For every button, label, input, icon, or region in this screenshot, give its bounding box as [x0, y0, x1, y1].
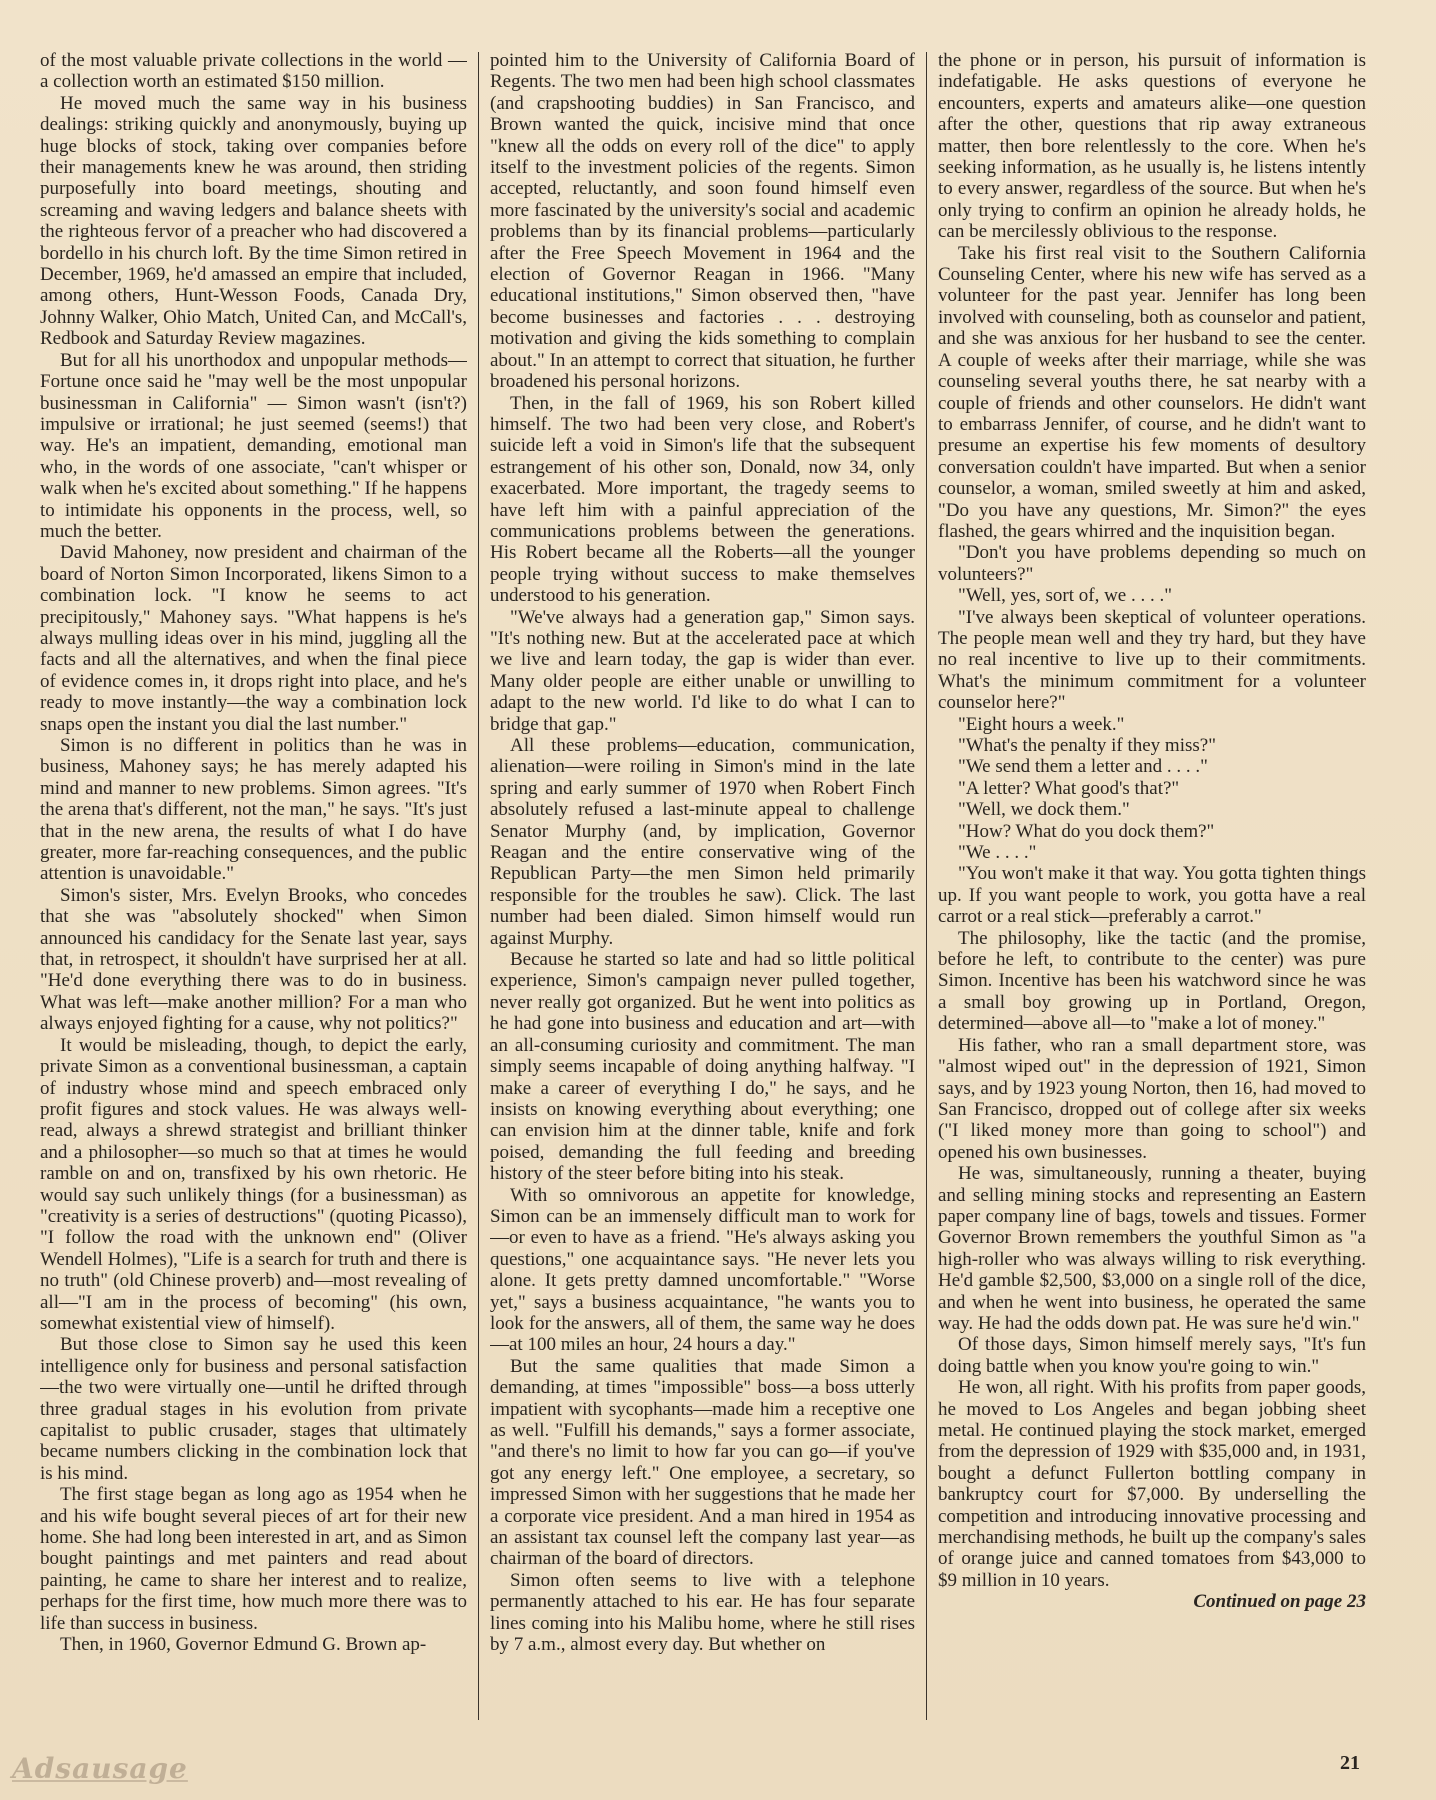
article-paragraph: Then, in the fall of 1969, his son Robert killed himself. The two had been very close, and Robert's suicide left a void in Simon's life that the subsequent estrangement of his other son, Donald, now 34, only exacerbated. More important, the tragedy seems to have left him with a painful appreciation of the communications problems between the generations. His Robert became all the Roberts—all the younger people trying without success to make themselves understood to his generation. [490, 392, 915, 607]
article-paragraph: of the most valuable private collections in the world —a collection worth an estimated $150 million. [40, 50, 467, 93]
article-paragraph: Simon is no different in politics than he was in business, Mahoney says; he has merely adapted his mind and manner to new problems. Simon agrees. "It's the arena that's different, not the man," he says. "It's just that in the new arena, the results of what I do have greater, more far-reaching consequences, and the public attention is unavoidable." [40, 735, 467, 885]
article-paragraph: David Mahoney, now president and chairman of the board of Norton Simon Incorporated, likens Simon to a combination lock. "I know he seems to act precipitously," Mahoney says. "What happens is he's always mulling ideas over in his mind, juggling all the facts and all the alternatives, and when the final piece of evidence comes in, it drops right into place, and he's ready to move instantly—the way a combination lock snaps open the instant you dial the last number." [40, 542, 467, 735]
article-paragraph: "Eight hours a week." [958, 713, 1125, 735]
article-paragraph: "How? What do you dock them?" [958, 820, 1215, 842]
article-paragraph: Then, in 1960, Governor Edmund G. Brown ap- [60, 1634, 427, 1656]
article-paragraph: It would be misleading, though, to depict the early, private Simon as a conventional businessman, a captain of industry whose mind and speech embraced only profit figures and stock values. He was always well-read, always a shrewd strategist and brilliant thinker and a philosopher—so much so that at times he would ramble on and on, transfixed by his own rhetoric. He would say such unlikely things (for a businessman) as "creativity is a series of destructions" (quoting Picasso), "I follow the road with the unknown end" (Oliver Wendell Holmes), "Life is a search for truth and there is no truth" (old Chinese proverb) and—most revealing of all—"I am in the process of becoming" (his own, somewhat existential view of himself). [40, 1034, 467, 1334]
watermark-logo: Adsausage [12, 1752, 188, 1785]
article-paragraph: Simon's sister, Mrs. Evelyn Brooks, who concedes that she was "absolutely shocked" when Simon announced his candidacy for the Senate last year, says that, in retrospect, it shouldn't have surprised her at all. "He'd done everything there was to do in business. What was left—make another million? For a man who always enjoyed fighting for a cause, why not politics?" [40, 884, 467, 1035]
article-paragraph: Because he started so late and had so little political experience, Simon's campaign never pulled together, never really got organized. But he went into politics as he had gone into business and education and art—with an all-consuming curiosity and commitment. The man simply seems incapable of doing anything halfway. "I make a career of everything I do," he says, and he insists on knowing everything about everything; one can envision him at the dinner table, knife and fork poised, demanding the full feeding and breeding history of the steer before biting into his steak. [490, 949, 915, 1185]
article-paragraph: "We send them a letter and . . . ." [958, 756, 1208, 778]
article-paragraph: "Well, yes, sort of, we . . . ." [958, 585, 1172, 607]
column-divider [926, 52, 927, 1720]
article-paragraph: pointed him to the University of California Board of Regents. The two men had been high school classmates (and crapshooting buddies) in San Francisco, and Brown wanted the quick, incisive mind that once "knew all the odds on every roll of the dice" to apply itself to the investment policies of the regents. Simon accepted, reluctantly, and soon found himself even more fascinated by the university's social and academic problems than by its financial problems—particularly after the Free Speech Movement in 1964 and the election of Governor Reagan in 1966. "Many educational institutions," Simon observed then, "have become businesses and factories . . . destroying motivation and giving the kids something to complain about." In an attempt to correct that situation, he further broadened his personal horizons. [490, 50, 915, 393]
article-paragraph: With so omnivorous an appetite for knowledge, Simon can be an immensely difficult man to work for—or even to have as a friend. "He's always asking you questions," one acquaintance says. "He never lets you alone. It gets pretty damned uncomfortable." "Worse yet," says a business acquaintance, "he wants you to look for the answers, all of them, the same way he does—at 100 miles an hour, 24 hours a day." [490, 1184, 915, 1356]
article-paragraph: Simon often seems to live with a telephone permanently attached to his ear. He has four separate lines coming into his Malibu home, where he still rises by 7 a.m., almost every day. But whether on [490, 1569, 915, 1656]
article-paragraph: Take his first real visit to the Southern California Counseling Center, where his new wife has served as a volunteer for the past year. Jennifer has long been involved with counseling, both as counselor and patient, and she was anxious for her husband to see the center. A couple of weeks after their marriage, while she was counseling several youths there, he sat nearby with a couple of friends and other counselors. He didn't want to embarrass Jennifer, of course, and he didn't want to presume an expertise his few moments of desultory conversation couldn't have imparted. But when a senior counselor, a woman, smiled sweetly at him and asked, "Do you have any questions, Mr. Simon?" the eyes flashed, the gears whirred and the inquisition began. [938, 242, 1366, 542]
article-paragraph: But those close to Simon say he used this keen intelligence only for business and personal satisfaction—the two were virtually one—until he drifted through three gradual stages in his evolution from private capitalist to public crusader, stages that ultimately became numbers clicking in the combination lock that is his mind. [40, 1334, 467, 1484]
article-paragraph: "We've always had a generation gap," Simon says. "It's nothing new. But at the accelerated pace at which we live and learn today, the gap is wider than ever. Many older people are either unable or unwilling to adapt to the new world. I'd like to do what I can to bridge that gap." [490, 606, 915, 735]
article-paragraph: "We . . . ." [958, 842, 1037, 864]
article-paragraph: His father, who ran a small department store, was "almost wiped out" in the depression of 1921, Simon says, and by 1923 young Norton, then 16, had moved to San Francisco, dropped out of college after six weeks ("I liked money more than going to school") and opened his own businesses. [938, 1034, 1366, 1163]
article-paragraph: "Well, we dock them." [958, 799, 1130, 821]
article-paragraph: "A letter? What good's that?" [958, 777, 1180, 799]
article-paragraph: All these problems—education, communication, alienation—were roiling in Simon's mind in the late spring and early summer of 1970 when Robert Finch absolutely refused a last-minute appeal to challenge Senator Murphy (and, by implication, Governor Reagan and the entire conservative wing of the Republican Party—the men Simon held primarily responsible for the troubles he saw). Click. The last number had been dialed. Simon himself would run against Murphy. [490, 735, 915, 949]
article-paragraph: The first stage began as long ago as 1954 when he and his wife bought several pieces of art for their new home. She had long been interested in art, and as Simon bought paintings and met painters and read about painting, he came to share her interest and to realize, perhaps for the first time, how much more there was to life than success in business. [40, 1484, 467, 1634]
article-paragraph: Of those days, Simon himself merely says, "It's fun doing battle when you know you're going to win." [938, 1334, 1366, 1377]
article-paragraph: the phone or in person, his pursuit of information is indefatigable. He asks questions of everyone he encounters, experts and amateurs alike—one question after the other, questions that rip away extraneous matter, then bore relentlessly to the core. When he's seeking information, as he usually is, he listens intently to every answer, regardless of the source. But when he's only trying to confirm an opinion he already holds, he can be mercilessly oblivious to the response. [938, 50, 1366, 243]
article-column-2 [490, 50, 915, 1730]
article-paragraph: The philosophy, like the tactic (and the promise, before he left, to contribute to the center) was pure Simon. Incentive has been his watchword since he was a small boy growing up in Portland, Oregon, determined—above all—to "make a lot of money." [938, 927, 1366, 1035]
article-paragraph: He was, simultaneously, running a theater, buying and selling mining stocks and representing an Eastern paper company line of bags, towels and tissues. Former Governor Brown remembers the youthful Simon as "a high-roller who was always willing to risk everything. He'd gamble $2,500, $3,000 on a single roll of the dice, and when he went into business, he operated the same way. He had the odds down pat. He was sure he'd win." [938, 1163, 1366, 1334]
article-paragraph: "I've always been skeptical of volunteer operations. The people mean well and they try hard, but they have no real incentive to live up to their commitments. What's the minimum commitment for a volunteer counselor here?" [938, 606, 1366, 714]
continued-note: Continued on page 23 [1193, 1591, 1366, 1613]
article-paragraph: But the same qualities that made Simon a demanding, at times "impossible" boss—a boss utterly impatient with sycophants—made him a receptive one as well. "Fulfill his demands," says a former associate, "and there's no limit to how far you can go—if you've got any energy left." One employee, a secretary, so impressed Simon with her suggestions that he made her a corporate vice president. And a man hired in 1954 as an assistant tax counsel left the company last year—as chairman of the board of directors. [490, 1355, 915, 1570]
article-column-1 [40, 50, 467, 1730]
page-number: 21 [1340, 1752, 1360, 1774]
article-column-3 [938, 50, 1366, 1730]
column-divider [478, 52, 479, 1720]
article-paragraph: "You won't make it that way. You gotta tighten things up. If you want people to work, you gotta have a real carrot or a real stick—preferably a carrot." [938, 863, 1366, 928]
article-paragraph: "Don't you have problems depending so much on volunteers?" [938, 542, 1366, 585]
article-paragraph: He won, all right. With his profits from paper goods, he moved to Los Angeles and began jobbing sheet metal. He continued playing the stock market, emerged from the depression of 1929 with $35,000 and, in 1931, bought a defunct Fullerton bottling company in bankruptcy court for $7,000. By underselling the competition and introducing innovative processing and merchandising methods, he built up the company's sales of orange juice and canned tomatoes from $43,000 to $9 million in 10 years. [938, 1377, 1366, 1591]
article-paragraph: He moved much the same way in his business dealings: striking quickly and anonymously, buying up huge blocks of stock, taking over companies before their managements knew he was around, then striding purposefully into board meetings, shouting and screaming and waving ledgers and balance sheets with the righteous fervor of a preacher who had discovered a bordello in his church loft. By the time Simon retired in December, 1969, he'd amassed an empire that included, among others, Hunt-Wesson Foods, Canada Dry, Johnny Walker, Ohio Match, United Can, and McCall's, Redbook and Saturday Review magazines. [40, 92, 467, 350]
article-paragraph: But for all his unorthodox and unpopular methods—Fortune once said he "may well be the most unpopular businessman in California" — Simon wasn't (isn't?) impulsive or irrational; he just seemed (seems!) that way. He's an impatient, demanding, emotional man who, in the words of one associate, "can't whisper or walk when he's excited about something." If he happens to intimidate his opponents in the process, well, so much the better. [40, 349, 467, 542]
article-paragraph: "What's the penalty if they miss?" [958, 735, 1216, 756]
